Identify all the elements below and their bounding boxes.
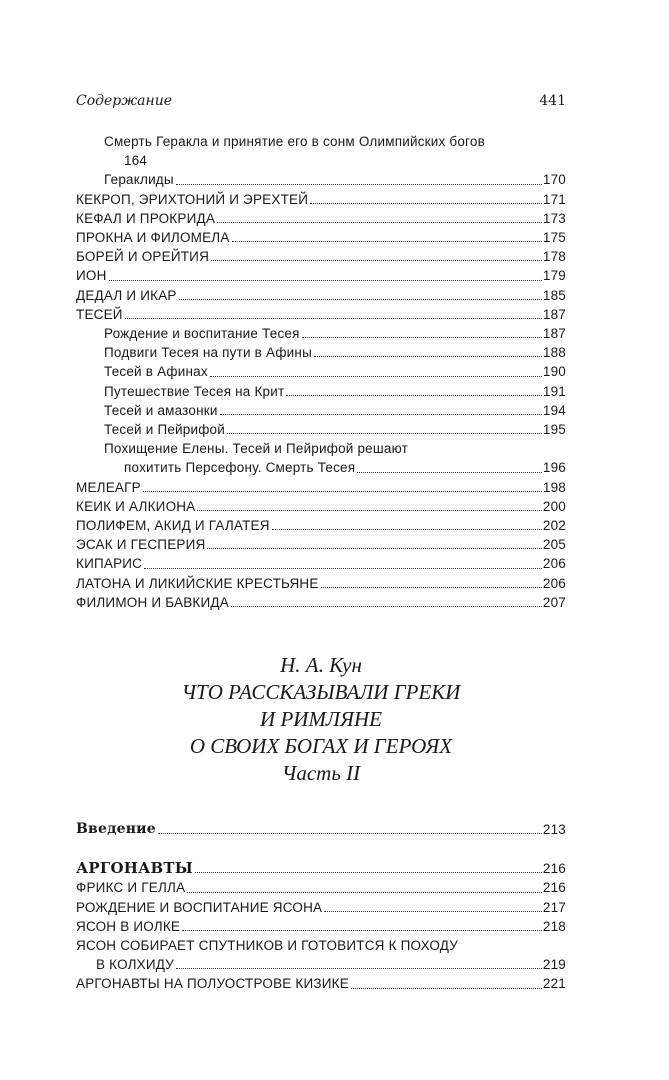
toc-entry: Тесей в Афинах 190 bbox=[104, 364, 566, 380]
toc-entry: КИПАРИС 206 bbox=[76, 556, 566, 572]
toc-entry: МЕЛЕАГР 198 bbox=[76, 479, 566, 495]
toc-entry: Рождение и воспитание Тесея 187 bbox=[104, 326, 566, 342]
toc-entry-wrapped: Смерть Геракла и принятие его в сонм Олимпийских богов bbox=[104, 134, 485, 149]
toc-entry: ДЕДАЛ И ИКАР 185 bbox=[76, 287, 566, 303]
section-title: Содержание bbox=[76, 93, 173, 109]
toc-entry: ФИЛИМОН И БАВКИДА 207 bbox=[76, 594, 566, 610]
toc-entry-intro: Введение 213 bbox=[76, 821, 566, 837]
toc-entry: Гераклиды 170 bbox=[104, 172, 566, 188]
toc-entry: КЕКРОП, ЭРИХТОНИЙ И ЭРЕХТЕЙ 171 bbox=[76, 191, 566, 207]
book-part: Часть II bbox=[281, 761, 361, 785]
toc-entry-page: 164 bbox=[124, 153, 148, 169]
toc-entry: ИОН 179 bbox=[76, 268, 566, 284]
book-title-block bbox=[76, 652, 566, 787]
toc-entry: Путешествие Тесея на Крит 191 bbox=[104, 383, 566, 399]
toc-entry: ЛАТОНА И ЛИКИЙСКИЕ КРЕСТЬЯНЕ 206 bbox=[76, 575, 566, 591]
toc-entry: ПРОКНА И ФИЛОМЕЛА 175 bbox=[76, 230, 566, 246]
toc-entry: КЕИК И АЛКИОНА 200 bbox=[76, 498, 566, 514]
toc-entry: АРГОНАВТЫ НА ПОЛУОСТРОВЕ КИЗИКЕ 221 bbox=[76, 976, 566, 992]
toc-entry: Тесей и Пейрифой 195 bbox=[104, 422, 566, 438]
toc-entry-chapter: АРГОНАВТЫ 216 bbox=[76, 859, 566, 878]
table-of-contents-top bbox=[76, 132, 566, 612]
toc-entry: ПОЛИФЕМ, АКИД И ГАЛАТЕЯ 202 bbox=[76, 518, 566, 534]
toc-entry: РОЖДЕНИЕ И ВОСПИТАНИЕ ЯСОНА 217 bbox=[76, 899, 566, 915]
toc-entry: ФРИКС И ГЕЛЛА 216 bbox=[76, 880, 566, 896]
toc-entry: Тесей и амазонки 194 bbox=[104, 402, 566, 418]
toc-entry: ЯСОН В ИОЛКЕ 218 bbox=[76, 918, 566, 934]
running-head bbox=[76, 92, 566, 110]
table-of-contents-bottom bbox=[76, 820, 566, 994]
toc-entry: КЕФАЛ И ПРОКРИДА 173 bbox=[76, 210, 566, 226]
page-number: 441 bbox=[539, 93, 566, 109]
toc-entry-wrapped: ЯСОН СОБИРАЕТ СПУТНИКОВ И ГОТОВИТСЯ К ПОХОДУ bbox=[76, 938, 459, 954]
toc-entry: ТЕСЕЙ 187 bbox=[76, 306, 566, 322]
toc-entry: В КОЛХИДУ 219 bbox=[96, 957, 566, 973]
book-title-line: ЧТО РАССКАЗЫВАЛИ ГРЕКИ bbox=[181, 680, 461, 704]
toc-entry: ЭСАК И ГЕСПЕРИЯ 205 bbox=[76, 537, 566, 553]
author-name: Н. А. Кун bbox=[280, 653, 362, 677]
toc-entry: Подвиги Тесея на пути в Афины 188 bbox=[104, 345, 566, 361]
toc-entry: похитить Персефону. Смерть Тесея 196 bbox=[124, 460, 566, 476]
book-title-line: И РИМЛЯНЕ bbox=[260, 707, 382, 731]
book-title-line: О СВОИХ БОГАХ И ГЕРОЯХ bbox=[189, 734, 453, 758]
toc-entry: БОРЕЙ И ОРЕЙТИЯ 178 bbox=[76, 249, 566, 265]
toc-entry-wrapped: Похищение Елены. Тесей и Пейрифой решают bbox=[104, 441, 409, 457]
